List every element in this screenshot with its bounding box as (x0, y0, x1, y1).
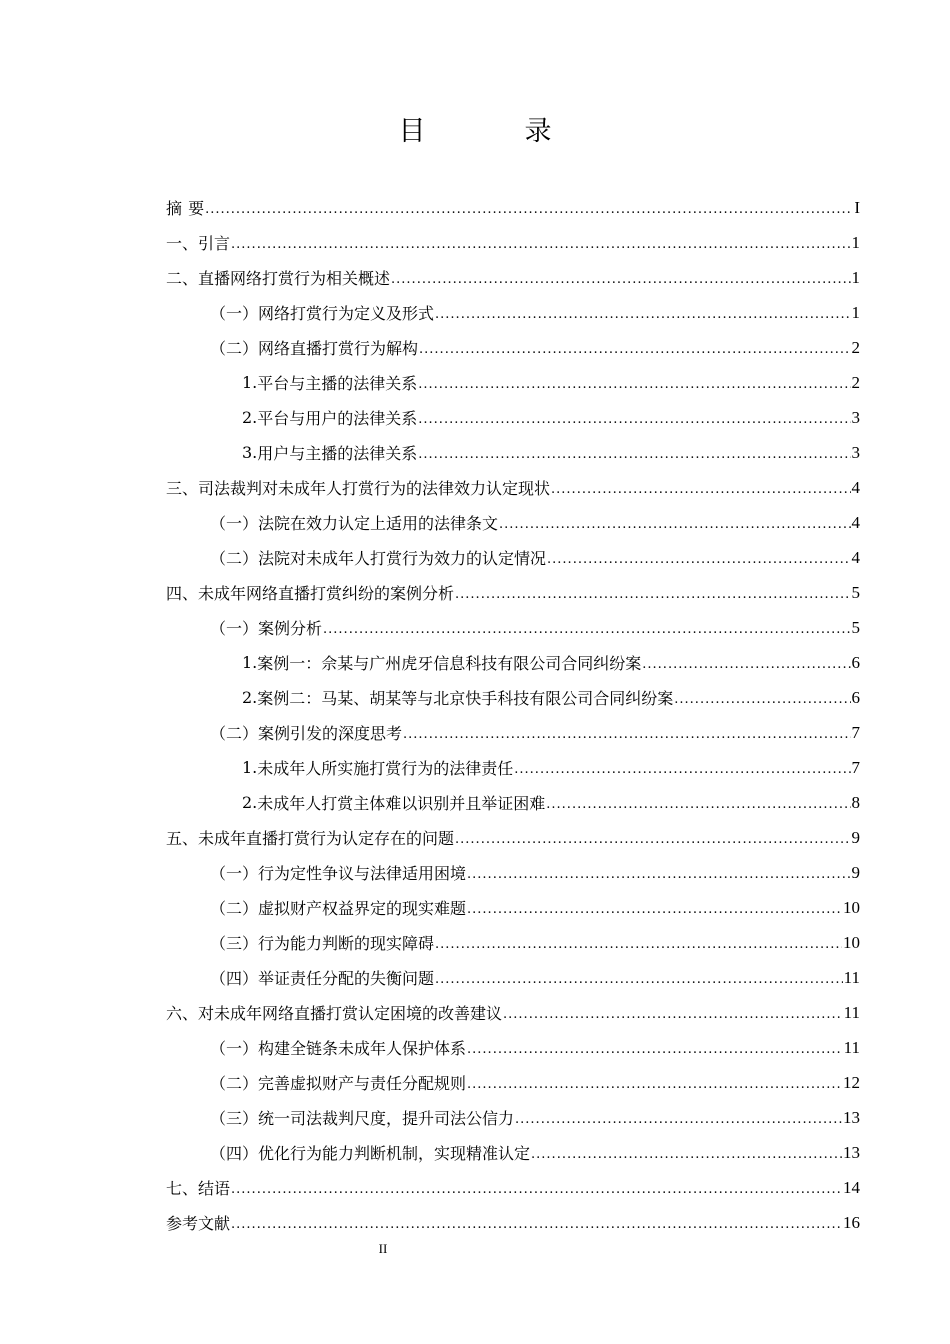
toc-entry-page: 4 (851, 477, 860, 497)
toc-entry-page: I (854, 197, 860, 217)
toc-entry-page: 4 (851, 512, 860, 532)
toc-entry-page: 6 (851, 687, 860, 707)
toc-entry[interactable] (166, 190, 860, 225)
toc-entry-page: 3 (851, 442, 860, 462)
toc-entry[interactable] (166, 330, 860, 365)
toc-entry-page: 16 (843, 1212, 860, 1232)
toc-entry[interactable] (166, 750, 860, 785)
page-number: II (378, 1241, 388, 1256)
toc-entry[interactable] (166, 1065, 860, 1100)
toc-entry-page: 9 (851, 827, 860, 847)
toc-entry-page: 7 (851, 722, 860, 742)
toc-entry-number: （三） (210, 934, 259, 953)
toc-entry-title: 司法裁判对未成年人打赏行为的法律效力认定现状 (198, 479, 551, 498)
toc-entry[interactable] (166, 610, 860, 645)
toc-entry[interactable] (166, 645, 860, 680)
dot-leader (418, 377, 850, 393)
toc-entry-number: 六、 (166, 1004, 199, 1023)
toc-entry[interactable] (166, 785, 860, 820)
toc-entry-page: 13 (843, 1142, 860, 1162)
dot-leader (514, 762, 850, 778)
toc-entry-number: （一） (210, 864, 259, 883)
toc-entry[interactable] (166, 400, 860, 435)
toc-entry-number: （一） (210, 619, 259, 638)
toc-entry-number: 三、 (166, 479, 199, 498)
dot-leader (515, 1112, 842, 1128)
toc-entry-number: 二、 (166, 269, 199, 288)
toc-entry-title: 完善虚拟财产与责任分配规则 (258, 1074, 467, 1093)
toc-entry-title: 案例一：佘某与广州虎牙信息科技有限公司合同纠纷案 (257, 654, 642, 673)
toc-entry-title: 结语 (198, 1179, 231, 1198)
toc-entry-title: 参考文献 (166, 1214, 231, 1233)
dot-leader (418, 447, 850, 463)
dot-leader (391, 272, 850, 288)
toc-entry-number: 1. (242, 653, 258, 672)
toc-entry-number: 七、 (166, 1179, 199, 1198)
toc-entry-title: 未成年直播打赏行为认定存在的问题 (198, 829, 455, 848)
toc-entry-page: 11 (843, 1002, 860, 1022)
toc-entry-number: （二） (210, 1074, 259, 1093)
dot-leader (467, 1042, 843, 1058)
toc-entry-number: （四） (210, 969, 259, 988)
toc-entry-number: （二） (210, 549, 259, 568)
toc-entry-title: 要 (188, 199, 205, 218)
dot-leader (503, 1007, 843, 1023)
dot-leader (435, 937, 842, 953)
toc-entry-number: 1. (242, 758, 258, 777)
toc-entry-title: 平台与主播的法律关系 (257, 374, 418, 393)
toc-entry-number: （二） (210, 339, 259, 358)
toc-entry-number: 摘 (166, 199, 183, 218)
toc-entry[interactable] (166, 575, 860, 610)
toc-entry-title: 未成年人打赏主体难以识别并且举证困难 (257, 794, 546, 813)
dot-leader (546, 797, 850, 813)
dot-leader (231, 1217, 842, 1233)
toc-entry-number: 2. (242, 793, 258, 812)
toc-entry-title: 法院在效力认定上适用的法律条文 (258, 514, 499, 533)
dot-leader (551, 482, 850, 498)
dot-leader (455, 587, 850, 603)
toc-entry-number: 四、 (166, 584, 199, 603)
toc-entry-number: （一） (210, 1039, 259, 1058)
toc-entry[interactable] (166, 1170, 860, 1205)
toc-entry[interactable] (166, 820, 860, 855)
toc-entry[interactable] (166, 925, 860, 960)
toc-entry[interactable] (166, 855, 860, 890)
toc-entry-title: 直播网络打赏行为相关概述 (198, 269, 391, 288)
toc-entry-title: 案例二：马某、胡某等与北京快手科技有限公司合同纠纷案 (257, 689, 674, 708)
dot-leader (231, 237, 850, 253)
toc-entry-title: 行为能力判断的现实障碍 (258, 934, 435, 953)
toc-entry-number: 一、 (166, 234, 199, 253)
dot-leader (323, 622, 850, 638)
dot-leader (531, 1147, 842, 1163)
dot-leader (642, 657, 850, 673)
toc-entry-page: 9 (851, 862, 860, 882)
toc-entry-title: 用户与主播的法律关系 (257, 444, 418, 463)
toc-entry-page: 2 (851, 372, 860, 392)
toc-entry-title: 优化行为能力判断机制，实现精准认定 (258, 1144, 531, 1163)
dot-leader (499, 517, 850, 533)
toc-entry-number: （三） (210, 1109, 259, 1128)
toc-entry[interactable] (166, 960, 860, 995)
toc-entry-number: 2. (242, 408, 258, 427)
toc-entry[interactable] (166, 1100, 860, 1135)
toc-entry[interactable] (166, 225, 860, 260)
dot-leader (547, 552, 850, 568)
toc-entry-number: 3. (242, 443, 258, 462)
dot-leader (467, 902, 842, 918)
toc-entry-title: 对未成年网络直播打赏认定困境的改善建议 (198, 1004, 503, 1023)
toc-entry[interactable] (166, 1205, 860, 1240)
toc-entry-number: （二） (210, 724, 259, 743)
toc-entry-page: 11 (843, 967, 860, 987)
toc-entry-page: 11 (843, 1037, 860, 1057)
toc-entry[interactable] (166, 295, 860, 330)
dot-leader (418, 412, 850, 428)
dot-leader (467, 867, 850, 883)
dot-leader (419, 342, 850, 358)
toc-entry[interactable] (166, 1030, 860, 1065)
toc-entry-page: 3 (851, 407, 860, 427)
toc-entry-number: （一） (210, 514, 259, 533)
toc-entry-title: 虚拟财产权益界定的现实难题 (258, 899, 467, 918)
toc-entry-title: 行为定性争议与法律适用困境 (258, 864, 467, 883)
toc-entry-title: 平台与用户的法律关系 (257, 409, 418, 428)
dot-leader (467, 1077, 842, 1093)
toc-entry[interactable] (166, 470, 860, 505)
toc-entry-page: 1 (851, 267, 860, 287)
dot-leader (455, 832, 850, 848)
toc-entry-title: 网络打赏行为定义及形式 (258, 304, 435, 323)
toc-entry-page: 8 (851, 792, 860, 812)
toc-entry-number: （二） (210, 899, 259, 918)
toc-entry-page: 10 (843, 897, 860, 917)
toc-entry-page: 1 (851, 302, 860, 322)
dot-leader (674, 692, 850, 708)
toc-entry-page: 13 (843, 1107, 860, 1127)
toc-entry-page: 14 (843, 1177, 860, 1197)
toc-entry-title: 举证责任分配的失衡问题 (258, 969, 435, 988)
toc-entry[interactable] (166, 715, 860, 750)
dot-leader (403, 727, 850, 743)
dot-leader (435, 307, 850, 323)
toc-entry-number: （四） (210, 1144, 259, 1163)
toc-entry-title: 法院对未成年人打赏行为效力的认定情况 (258, 549, 547, 568)
toc-entry-title: 未成年人所实施打赏行为的法律责任 (257, 759, 514, 778)
dot-leader (231, 1182, 842, 1198)
toc-entry[interactable] (166, 365, 860, 400)
toc-entry-number: （一） (210, 304, 259, 323)
toc-entry-title: 案例分析 (258, 619, 323, 638)
toc-entry-page: 12 (843, 1072, 860, 1092)
toc-entry-page: 7 (851, 757, 860, 777)
dot-leader (205, 202, 853, 218)
page-title: 目 录 (398, 116, 588, 147)
toc-entry-page: 5 (851, 617, 860, 637)
toc-entry[interactable] (166, 995, 860, 1030)
toc-entry[interactable] (166, 890, 860, 925)
toc-entry-page: 1 (851, 232, 860, 252)
toc-entry-page: 4 (851, 547, 860, 567)
dot-leader (435, 972, 843, 988)
toc-entry[interactable] (166, 540, 860, 575)
toc-entry[interactable] (166, 680, 860, 715)
toc-entry-title: 案例引发的深度思考 (258, 724, 403, 743)
toc-entry[interactable] (166, 435, 860, 470)
toc-entry-number: 1. (242, 373, 258, 392)
toc-entry-page: 6 (851, 652, 860, 672)
toc-entry-title: 引言 (198, 234, 231, 253)
toc-entry-page: 5 (851, 582, 860, 602)
toc-entry-title: 未成年网络直播打赏纠纷的案例分析 (198, 584, 455, 603)
toc-entry-page: 10 (843, 932, 860, 952)
toc-entry-number: 五、 (166, 829, 199, 848)
toc-entry-title: 构建全链条未成年人保护体系 (258, 1039, 467, 1058)
toc-entry[interactable] (166, 505, 860, 540)
toc-entry-number: 2. (242, 688, 258, 707)
toc-entry[interactable] (166, 1135, 860, 1170)
toc-entry-title: 统一司法裁判尺度，提升司法公信力 (258, 1109, 515, 1128)
toc-entry-title: 网络直播打赏行为解构 (258, 339, 419, 358)
toc-entry[interactable] (166, 260, 860, 295)
toc-entry-page: 2 (851, 337, 860, 357)
